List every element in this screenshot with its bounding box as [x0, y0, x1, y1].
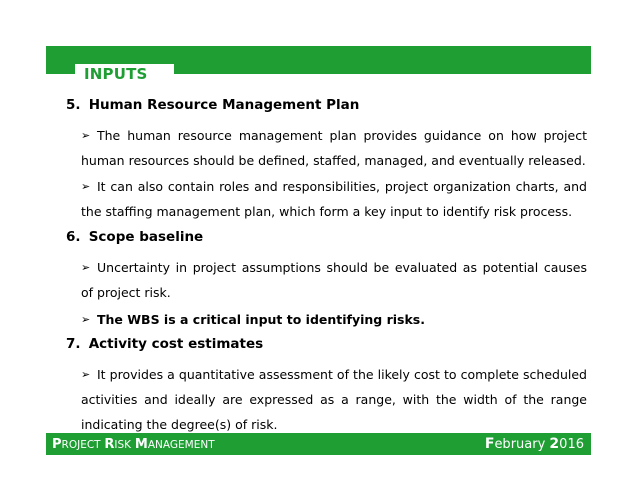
footer-right-text: February 2016 [484, 436, 584, 452]
arrow-bullet-icon: ➢ [81, 368, 91, 381]
list-item [81, 255, 587, 305]
section-heading-6 [66, 229, 203, 245]
arrow-bullet-icon: ➢ [81, 180, 91, 193]
arrow-bullet-icon: ➢ [81, 261, 91, 274]
footer-left-text: PROJECT RISK MANAGEMENT [52, 437, 215, 452]
section-title: Human Resource Management Plan [88, 97, 360, 113]
list-item [81, 123, 587, 173]
list-item [81, 307, 587, 332]
bullet-text: Uncertainty in project assumptions should be evaluated as potential causes of project risk. [81, 260, 587, 300]
arrow-bullet-icon: ➢ [81, 313, 91, 326]
section-number: 5. [66, 97, 81, 113]
section-title: Scope baseline [88, 229, 204, 245]
section-title: Activity cost estimates [88, 336, 264, 352]
section-heading-7 [66, 336, 263, 352]
arrow-bullet-icon: ➢ [81, 129, 91, 142]
list-item [81, 362, 587, 437]
bullet-text: It provides a quantitative assessment of the likely cost to complete scheduled activities and ideally are expressed as a range, with the width of the range indicating the degree(s) of risk. [81, 367, 587, 432]
section-number: 6. [66, 229, 81, 245]
section-number: 7. [66, 336, 81, 352]
slide-title: INPUTS [84, 65, 148, 83]
bullet-text: It can also contain roles and responsibilities, project organization charts, and the staffing management plan, which form a key input to identify risk process. [81, 179, 587, 219]
bullet-text: The WBS is a critical input to identifying risks. [97, 312, 425, 327]
section-heading-5 [66, 97, 359, 113]
list-item [81, 174, 587, 224]
bullet-text: The human resource management plan provides guidance on how project human resources should be defined, staffed, managed, and eventually released. [81, 128, 587, 168]
